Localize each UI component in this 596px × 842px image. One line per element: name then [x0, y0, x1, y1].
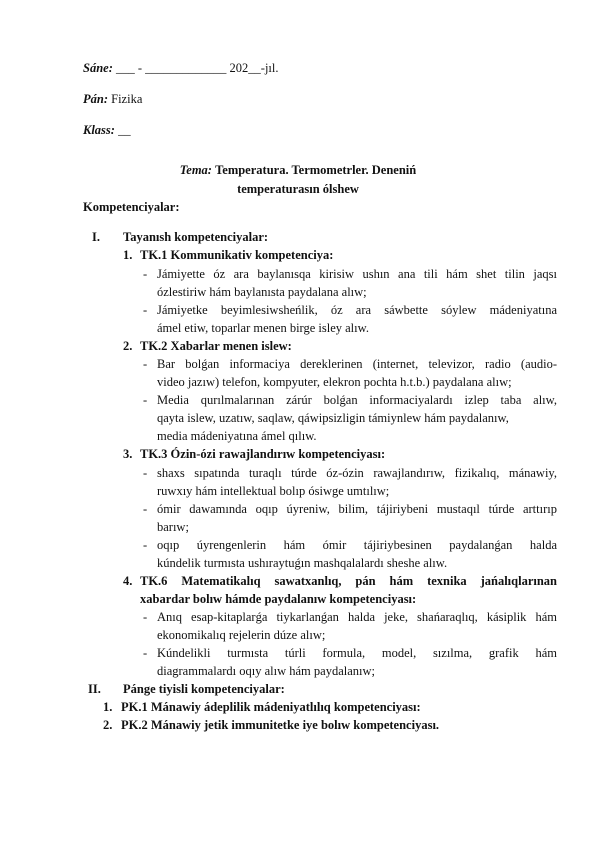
bullet-text: ekonomikalıq rejelerin dúze alıw;	[157, 628, 326, 642]
topic-title-part-1: Temperatura. Termometrler. Deneniń	[215, 163, 417, 177]
bullet-mark: -	[143, 610, 148, 624]
section-1-title: Tayanısh kompetenciyalar:	[123, 230, 269, 244]
subject-value: Fizika	[111, 92, 143, 106]
item-title: TK.2 Xabarlar menen islew:	[140, 339, 292, 353]
item-number: 2.	[123, 339, 133, 353]
subject-label: Pán:	[83, 92, 108, 106]
bullet-text: barıw;	[157, 520, 189, 534]
bullet-text: video jazıw) telefon, kompyuter, elekron pochta h.t.b.) paydalana alıw;	[157, 375, 512, 389]
bullet-text: oqıp úyrengenlerin hám ómir tájiriybesinen paydalanǵan halda	[157, 538, 557, 552]
item-title: TK.3 Ózin-ózi rawajlandırıw kompetenciyası:	[140, 447, 386, 461]
topic-label: Tema:	[179, 163, 212, 177]
bullet-text: qayta islew, uzatıw, saqlaw, qáwipsizligin támiynlew hám paydalanıw,	[157, 411, 509, 425]
bullet-text: Media qurılmalarınan zárúr bolǵan informaciyalardı izlep taba alıw,	[157, 393, 557, 407]
topic-title-part-2: temperaturasın ólshew	[237, 182, 359, 196]
item-title: TK.6 Matematikalıq sawatxanlıq, pán hám texnika jańalıqlarınan	[140, 574, 557, 588]
date-line	[83, 60, 279, 76]
competencies-heading: Kompetenciyalar:	[83, 200, 180, 214]
bullet-mark: -	[143, 502, 148, 516]
bullet-mark: -	[143, 538, 148, 552]
bullet-mark: -	[143, 267, 148, 281]
date-label: Sáne:	[83, 61, 113, 75]
class-line	[83, 122, 131, 138]
subject-line	[83, 91, 142, 107]
section-1-number: I.	[92, 230, 100, 244]
date-value: ___ - _____________ 202__-jıl.	[116, 61, 279, 75]
bullet-text: Jámiyette óz ara baylanısqa kirisiw ushın ana tili hám shet tilin jaqsı	[157, 267, 557, 281]
bullet-mark: -	[143, 357, 148, 371]
bullet-mark: -	[143, 393, 148, 407]
bullet-text: kúndelik turmısta ushıraytuǵın mashqalalardı sheshe alıw.	[157, 556, 448, 570]
bullet-text: Anıq esap-kitaplarǵa tiykarlanǵan halda jeke, shańaraqlıq, kásiplik hám	[157, 610, 557, 624]
item-number: 1.	[123, 248, 133, 262]
item-number: 2.	[103, 718, 113, 732]
topic-line-1	[0, 162, 596, 178]
bullet-text: diagrammalardı oqıy alıw hám paydalanıw;	[157, 664, 375, 678]
bullet-text: ómir dawamında oqıp úyreniw, bilim, tájiriybeni mustaqıl túrde arttırıp	[157, 502, 557, 516]
item-title: PK.2 Mánawiy jetik immunitetke iye bolıw kompetenciyası.	[121, 718, 440, 732]
bullet-mark: -	[143, 466, 148, 480]
class-value: __	[118, 123, 131, 137]
bullet-text: ruwxıy hám intellektual bolıp ósiwge umtılıw;	[157, 484, 390, 498]
bullet-text: ámel etiw, toparlar menen birge isley alıw.	[157, 321, 369, 335]
section-2-number: II.	[88, 682, 101, 696]
bullet-text: shaxs sıpatında turaqlı túrde óz-ózin rawajlandırıw, fizikalıq, mánawiy,	[157, 466, 557, 480]
item-number: 1.	[103, 700, 113, 714]
item-number: 3.	[123, 447, 133, 461]
class-label: Klass:	[83, 123, 115, 137]
bullet-mark: -	[143, 303, 148, 317]
bullet-mark: -	[143, 646, 148, 660]
item-title: xabardar bolıw hámde paydalanıw kompetenciyası:	[140, 592, 417, 606]
bullet-text: Kúndelikli turmısta túrli formula, model, sızılma, grafik hám	[157, 646, 557, 660]
section-2-title: Pánge tiyisli kompetenciyalar:	[123, 682, 285, 696]
bullet-text: Bar bolǵan informaciya dereklerinen (internet, televizor, radio (audio-	[157, 357, 557, 371]
bullet-text: Jámiyetke beyimlesiwsheńlik, óz ara sáwbette sóylew mádeniyatına	[157, 303, 557, 317]
item-title: TK.1 Kommunikativ kompetenciya:	[140, 248, 334, 262]
item-title: PK.1 Mánawiy ádeplilik mádeniyatlılıq kompetenciyası:	[121, 700, 421, 714]
bullet-text: media mádeniyatına ámel qılıw.	[157, 429, 317, 443]
item-number: 4.	[123, 574, 133, 588]
bullet-text: ózlestiriw hám baylanısta paydalana alıw;	[157, 285, 367, 299]
